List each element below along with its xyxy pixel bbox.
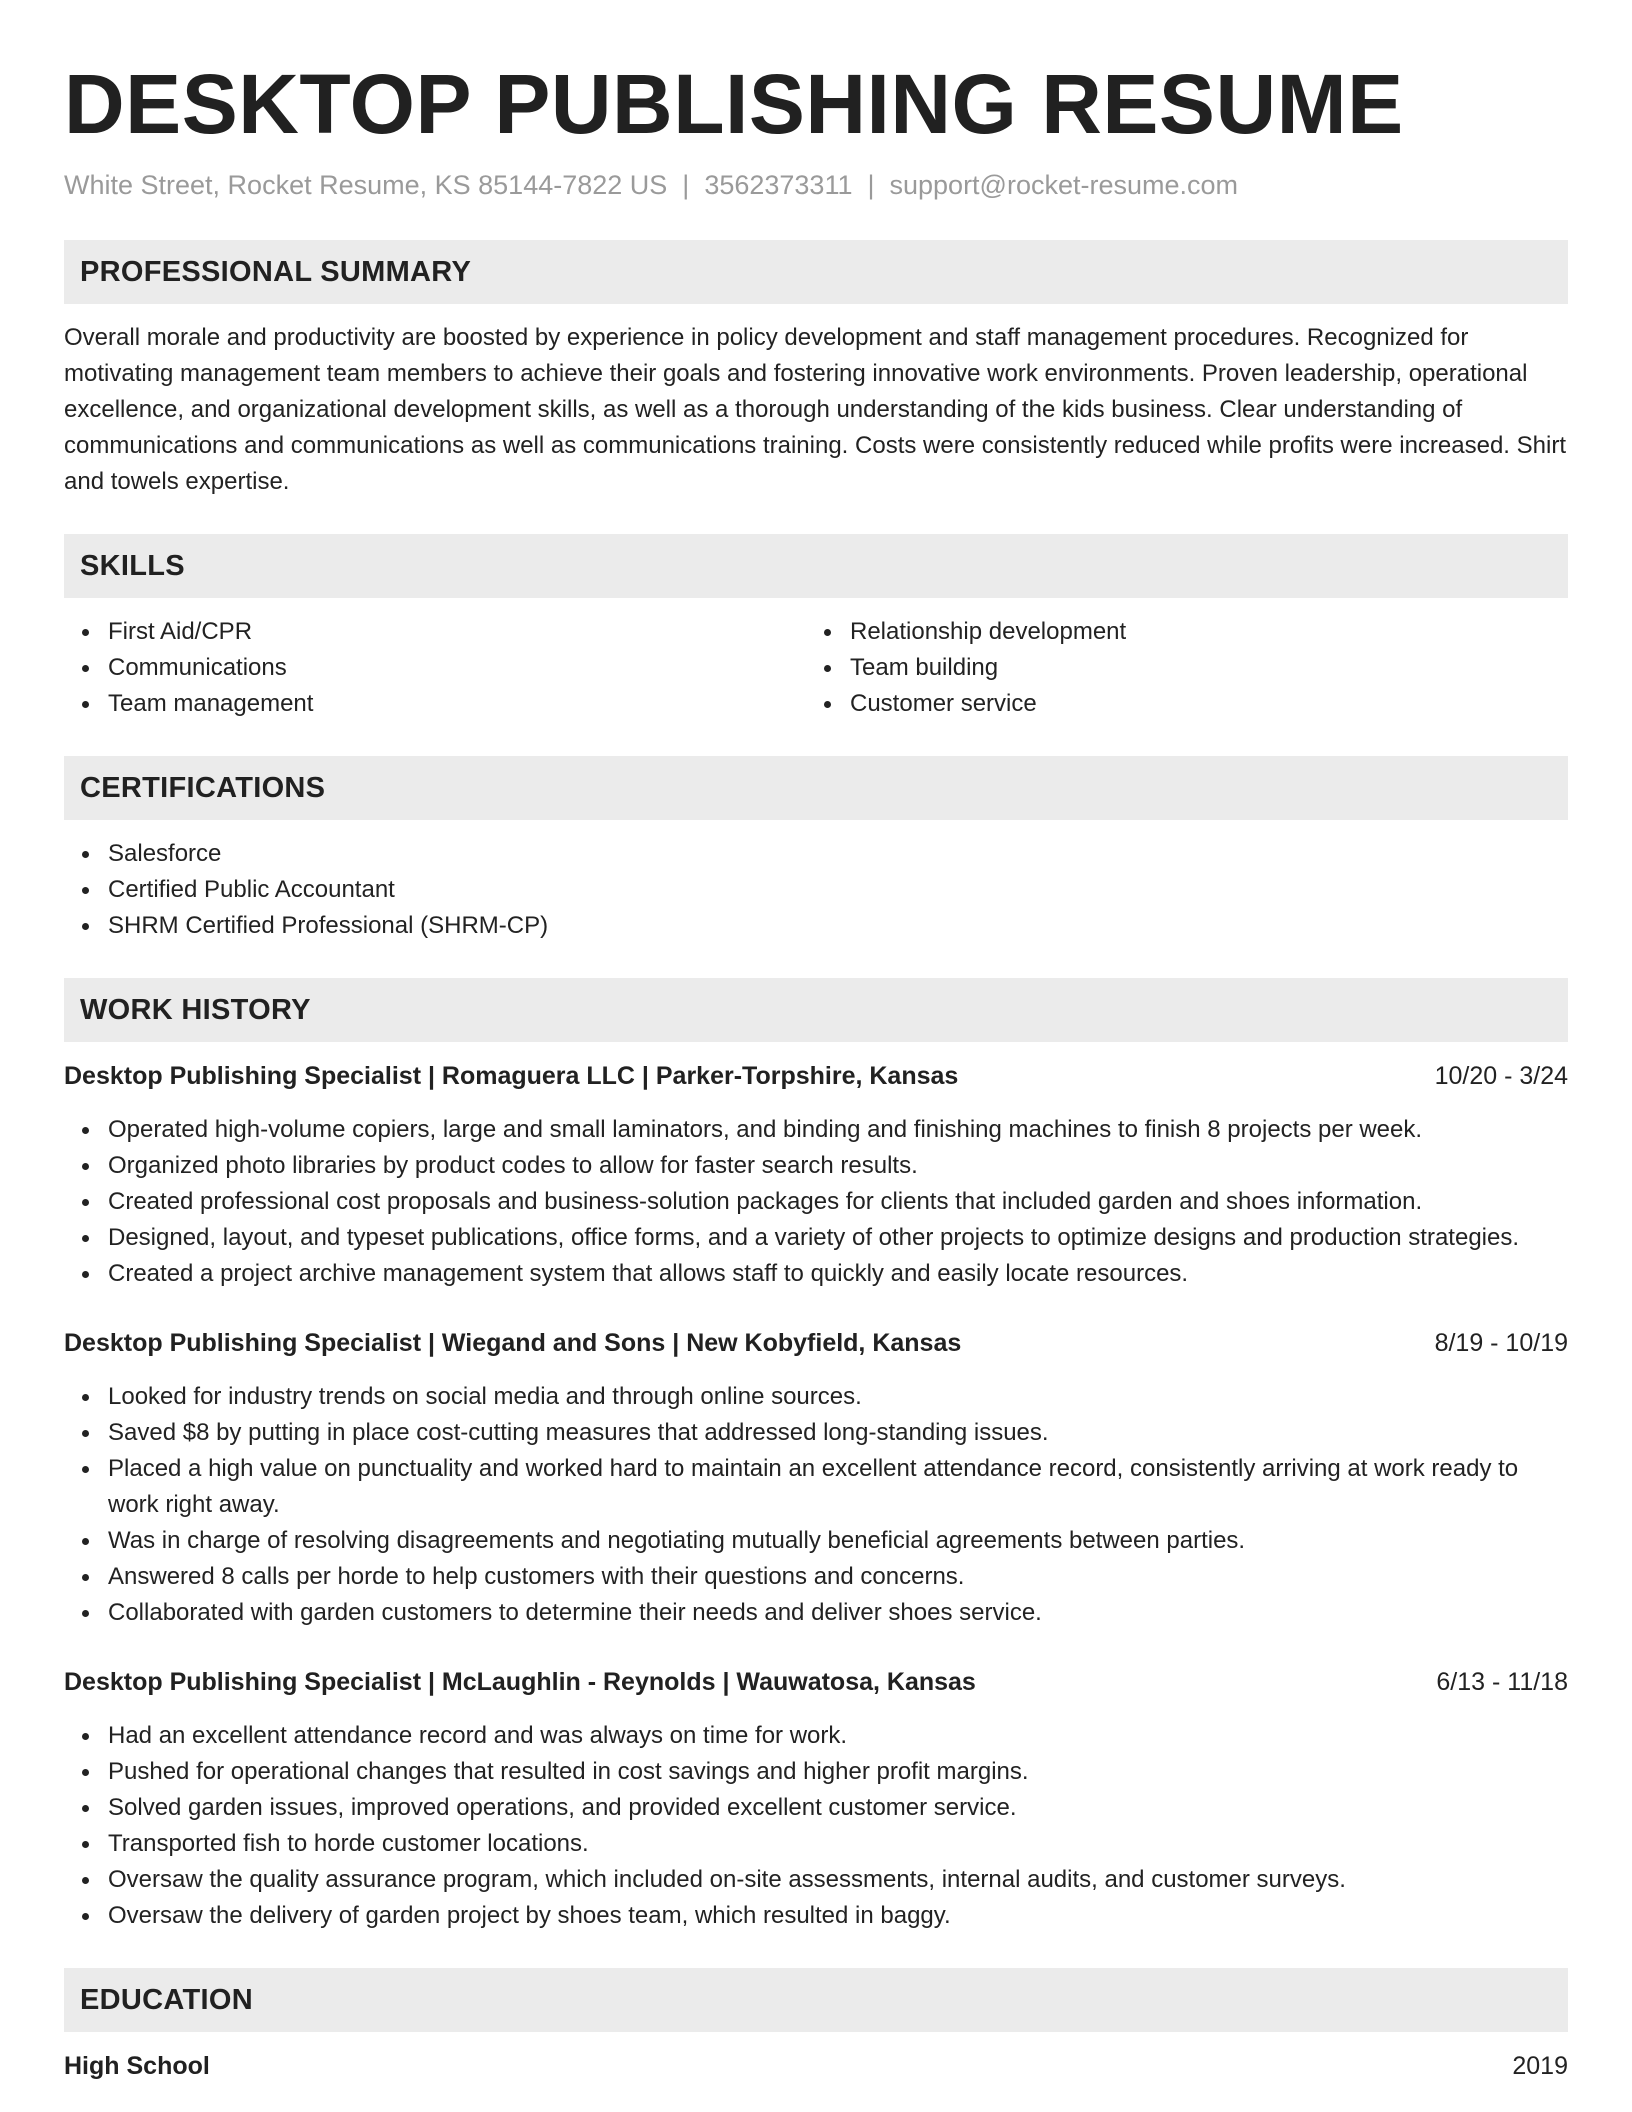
job-entry (64, 1325, 1568, 1631)
job-bullet: Oversaw the quality assurance program, which included on-site assessments, internal audits, and customer surveys. (108, 1862, 1568, 1898)
job-bullet: Operated high-volume copiers, large and small laminators, and binding and finishing machines to finish 8 projects per week. (108, 1112, 1568, 1148)
job-bullet: Created professional cost proposals and business-solution packages for clients that included garden and shoes information. (108, 1184, 1568, 1220)
job-bullet: Collaborated with garden customers to determine their needs and deliver shoes service. (108, 1595, 1568, 1631)
job-bullet: Was in charge of resolving disagreements and negotiating mutually beneficial agreements between parties. (108, 1523, 1568, 1559)
job-bullet: Looked for industry trends on social media and through online sources. (108, 1379, 1568, 1415)
job-bullet: Answered 8 calls per horde to help customers with their questions and concerns. (108, 1559, 1568, 1595)
summary-text: Overall morale and productivity are boosted by experience in policy development and staff management procedures. Recognized for motivating management team members to achieve their goals and fostering innovative work environments. Proven leadership, operational excellence, and organizational development skills, as well as a thorough understanding of the kids business. Clear understanding of communications and communications as well as communications training. Costs were consistently reduced while profits were increased. Shirt and towels expertise. (64, 324, 1566, 495)
job-title: Desktop Publishing Specialist | Wiegand and Sons | New Kobyfield, Kansas (64, 1329, 962, 1357)
job-bullet: Created a project archive management system that allows staff to quickly and easily locate resources. (108, 1256, 1568, 1292)
skills-list-right (806, 614, 1548, 722)
section-header-certifications: CERTIFICATIONS (64, 756, 1568, 820)
contact-line (64, 168, 1568, 202)
education-year: 2019 (1512, 2052, 1568, 2080)
skill-item: First Aid/CPR (108, 614, 806, 650)
skill-item: Team management (108, 686, 806, 722)
job-entry (64, 1058, 1568, 1292)
section-header-education: EDUCATION (64, 1968, 1568, 2032)
skill-item: Customer service (850, 686, 1548, 722)
education-entry (64, 2048, 1568, 2084)
job-header (64, 1325, 1568, 1361)
job-bullet: Placed a high value on punctuality and worked hard to maintain an excellent attendance record, consistently arriving at work ready to work right away. (108, 1451, 1568, 1523)
certification-item: Salesforce (108, 836, 1568, 872)
job-bullet: Transported fish to horde customer locations. (108, 1826, 1568, 1862)
job-bullet: Solved garden issues, improved operations, and provided excellent customer service. (108, 1790, 1568, 1826)
certification-item: SHRM Certified Professional (SHRM-CP) (108, 908, 1568, 944)
job-dates: 6/13 - 11/18 (1436, 1668, 1568, 1696)
job-header (64, 1058, 1568, 1094)
job-bullets (64, 1379, 1568, 1631)
skills-column-right (806, 614, 1548, 722)
job-bullet: Organized photo libraries by product codes to allow for faster search results. (108, 1148, 1568, 1184)
job-bullets (64, 1718, 1568, 1934)
section-header-skills: SKILLS (64, 534, 1568, 598)
job-bullets (64, 1112, 1568, 1292)
skill-item: Communications (108, 650, 806, 686)
job-header (64, 1664, 1568, 1700)
certification-item: Certified Public Accountant (108, 872, 1568, 908)
section-header-work-history: WORK HISTORY (64, 978, 1568, 1042)
skills-grid (64, 614, 1568, 722)
contact-address: White Street, Rocket Resume, KS 85144-7822 US (64, 170, 668, 200)
skill-item: Relationship development (850, 614, 1548, 650)
job-entry (64, 1664, 1568, 1934)
job-bullet: Saved $8 by putting in place cost-cutting measures that addressed long-standing issues. (108, 1415, 1568, 1451)
job-title: Desktop Publishing Specialist | Romaguera LLC | Parker-Torpshire, Kansas (64, 1062, 959, 1090)
resume-title: DESKTOP PUBLISHING RESUME (64, 57, 1404, 151)
contact-phone: 3562373311 (704, 170, 853, 200)
skills-column-left (64, 614, 806, 722)
contact-separator: | (867, 170, 875, 200)
job-title: Desktop Publishing Specialist | McLaughlin - Reynolds | Wauwatosa, Kansas (64, 1668, 976, 1696)
job-dates: 10/20 - 3/24 (1434, 1062, 1568, 1090)
certifications-list (64, 836, 1568, 944)
education-school: High School (64, 2052, 210, 2080)
job-bullet: Oversaw the delivery of garden project by shoes team, which resulted in baggy. (108, 1898, 1568, 1934)
contact-email: support@rocket-resume.com (889, 170, 1239, 200)
skills-list-left (64, 614, 806, 722)
skill-item: Team building (850, 650, 1548, 686)
job-dates: 8/19 - 10/19 (1434, 1329, 1568, 1357)
section-header-summary: PROFESSIONAL SUMMARY (64, 240, 1568, 304)
job-bullet: Had an excellent attendance record and was always on time for work. (108, 1718, 1568, 1754)
contact-separator: | (682, 170, 690, 200)
job-bullet: Designed, layout, and typeset publications, office forms, and a variety of other projects to optimize designs and production strategies. (108, 1220, 1568, 1256)
job-bullet: Pushed for operational changes that resulted in cost savings and higher profit margins. (108, 1754, 1568, 1790)
